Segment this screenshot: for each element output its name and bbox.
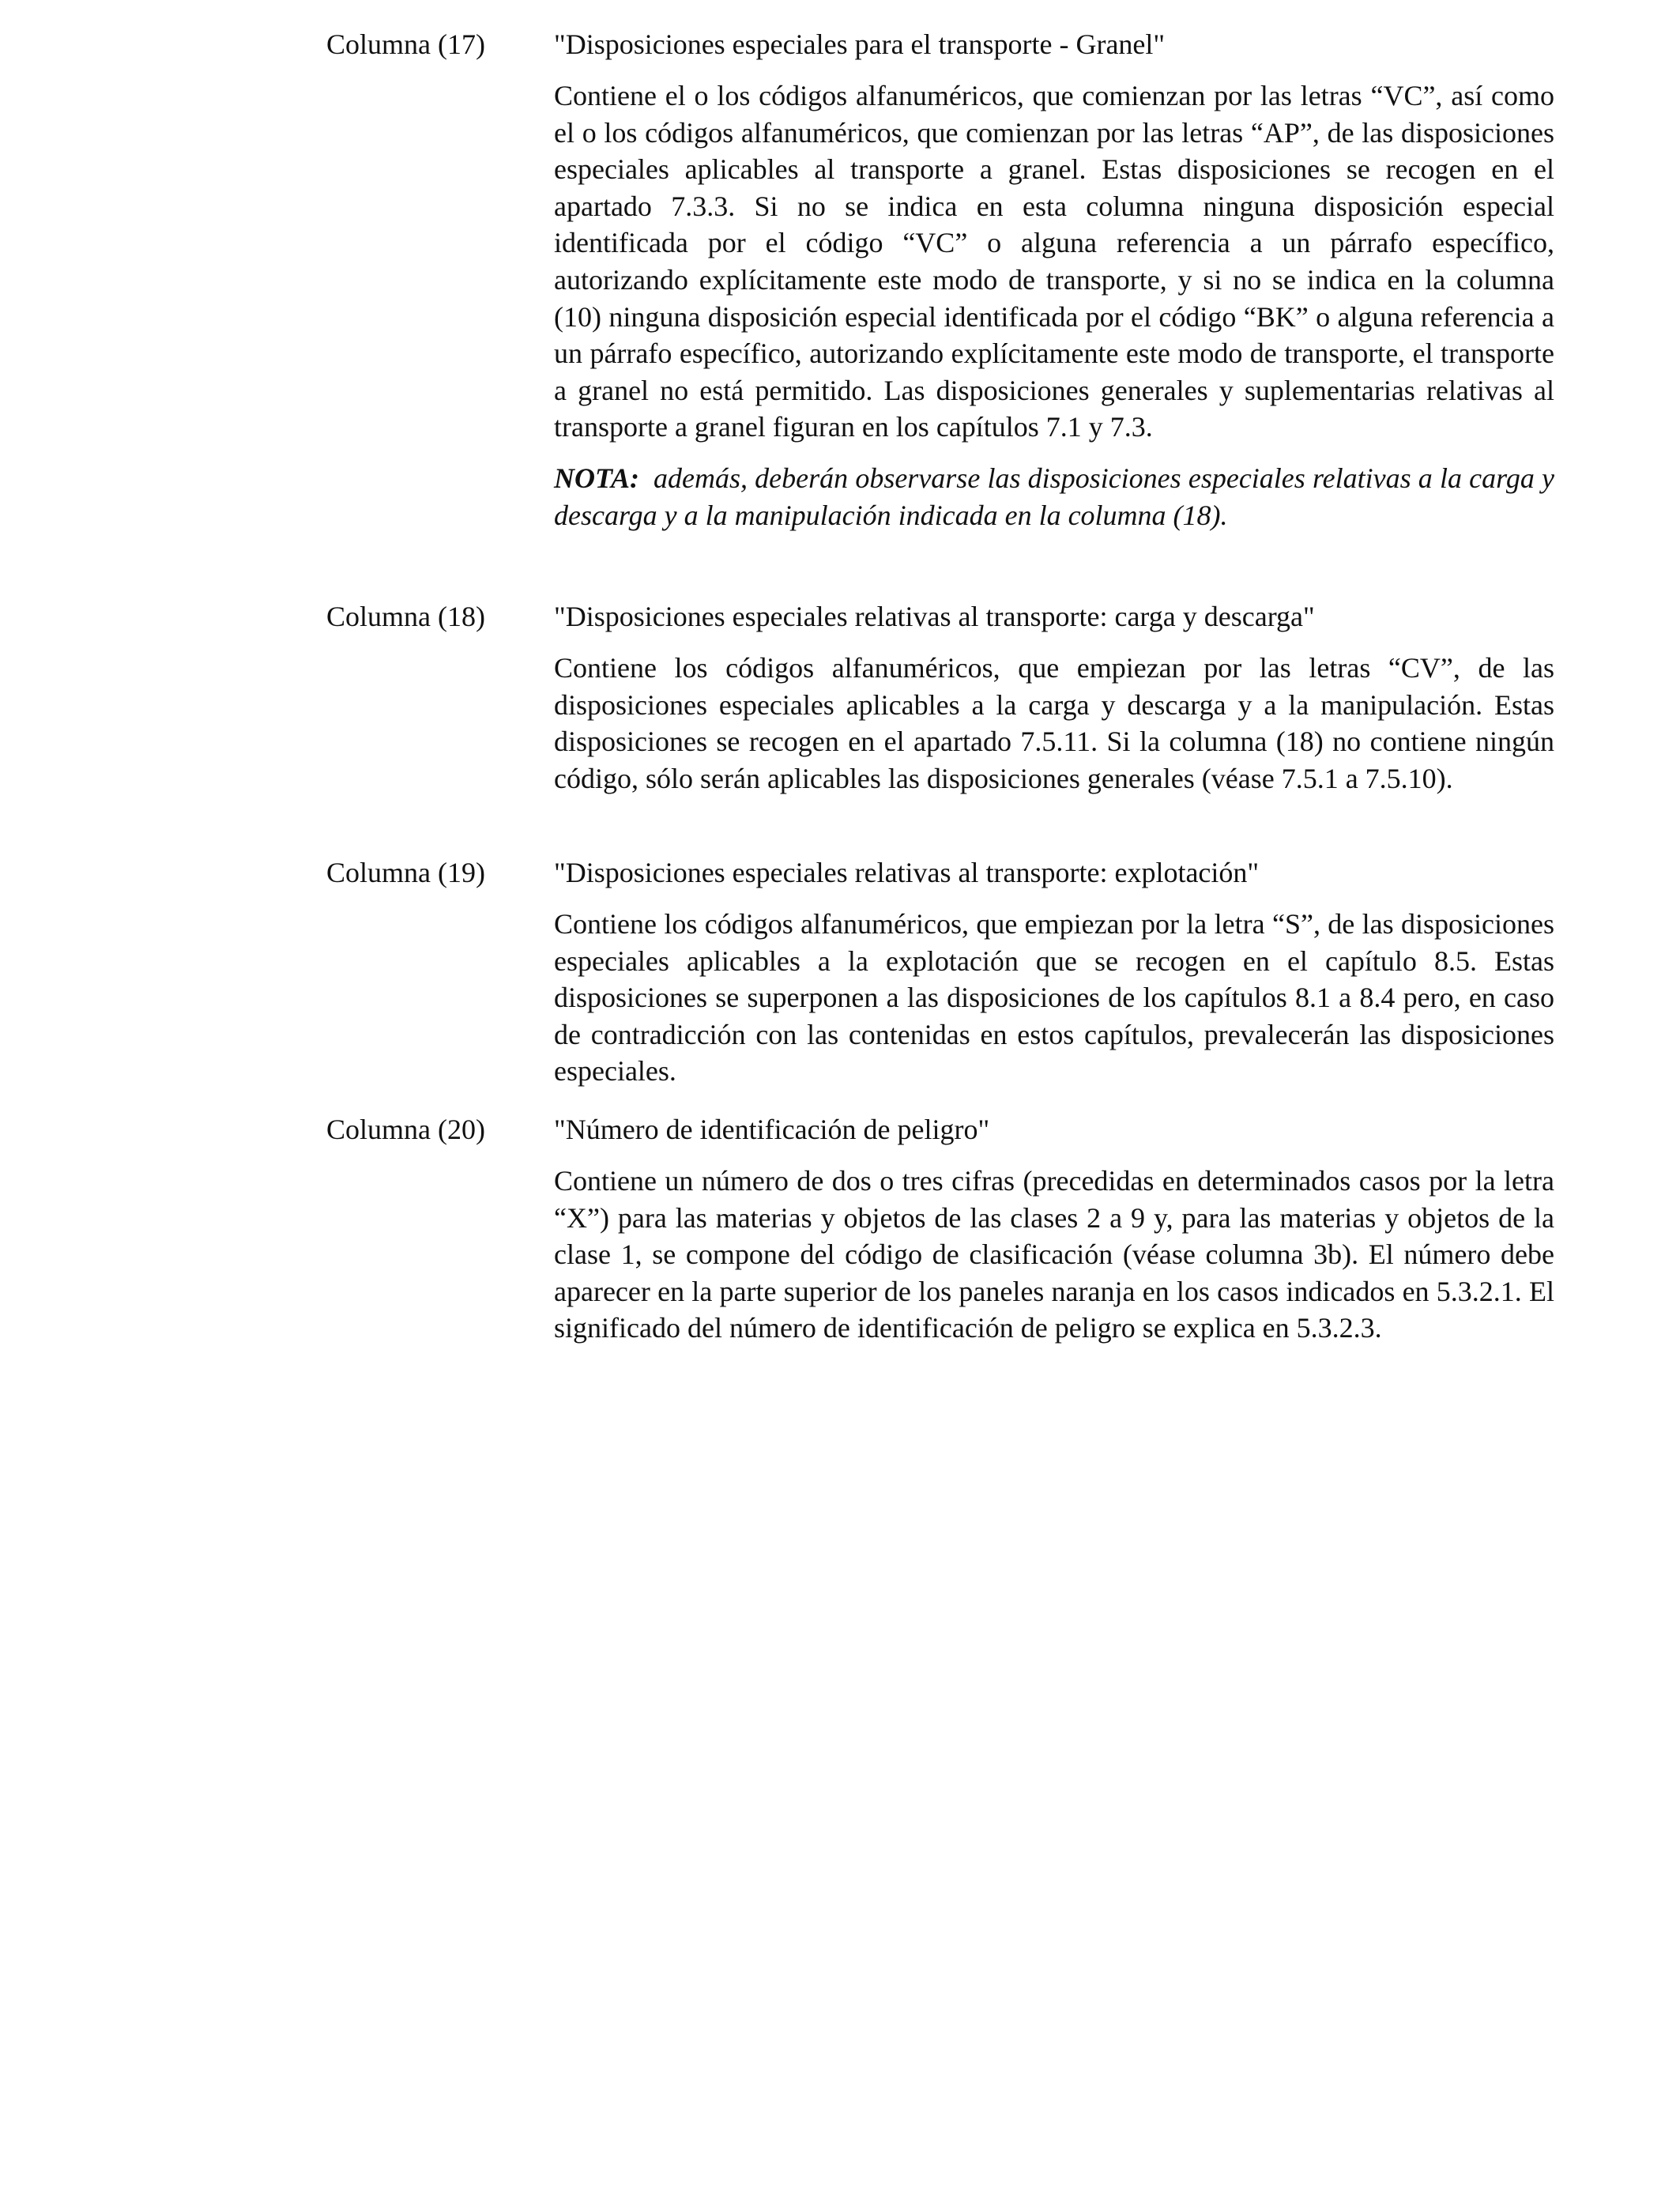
note-label: NOTA: (554, 462, 639, 494)
column-description: Contiene un número de dos o tres cifras (precedidas en determinados casos por la letra “X”) para las materias y objetos de las clases 2 a 9 y, para las materias y objetos de la clase 1, se compone del código de clasificación (véase columna 3b). El número debe aparecer en la parte superior de los paneles naranja en los casos indicados en 5.3.2.1. El significado del número de identificación de peligro se explica en 5.3.2.3. (554, 1165, 1554, 1344)
column-heading: "Número de identificación de peligro" (554, 1114, 990, 1145)
column-content (554, 1111, 1554, 1347)
column-content (554, 854, 1554, 1090)
column-label: Columna (17) (326, 28, 485, 60)
column-content (554, 26, 1554, 533)
column-heading: "Disposiciones especiales relativas al transporte: explotación" (554, 857, 1260, 888)
column-heading: "Disposiciones especiales para el transporte - Granel" (554, 28, 1166, 60)
column-description: Contiene el o los códigos alfanuméricos, que comienzan por las letras “VC”, así como el o los códigos alfanuméricos, que comienzan por las letras “AP”, de las disposiciones especiales aplicables al transporte a granel. Estas disposiciones se recogen en el apartado 7.3.3. Si no se indica en esta columna ninguna disposición especial identificada por el código “VC” o alguna referencia a un párrafo específico, autorizando explícitamente este modo de transporte, y si no se indica en la columna (10) ninguna disposición especial identificada por el código “BK” o alguna referencia a un párrafo específico, autorizando explícitamente este modo de transporte, el transporte a granel no está permitido. Las disposiciones generales y suplementarias relativas al transporte a granel figuran en los capítulos 7.1 y 7.3. (554, 80, 1554, 443)
note-text: además, deberán observarse las disposiciones especiales relativas a la carga y descarga y a la manipulación indicada en la columna (18). (554, 462, 1554, 531)
column-content (554, 598, 1554, 797)
column-heading: "Disposiciones especiales relativas al transporte: carga y descarga" (554, 601, 1315, 632)
column-label: Columna (20) (326, 1114, 485, 1145)
column-description: Contiene los códigos alfanuméricos, que empiezan por las letras “CV”, de las disposiciones especiales aplicables a la carga y descarga y a la manipulación. Estas disposiciones se recogen en el apartado 7.5.11. Si la columna (18) no contiene ningún código, sólo serán aplicables las disposiciones generales (véase 7.5.1 a 7.5.10). (554, 652, 1554, 794)
column-note (554, 460, 1554, 533)
column-label: Columna (19) (326, 857, 485, 888)
column-description: Contiene los códigos alfanuméricos, que empiezan por la letra “S”, de las disposiciones especiales aplicables a la explotación que se recogen en el capítulo 8.5. Estas disposiciones se superponen a las disposiciones de los capítulos 8.1 a 8.4 pero, en caso de contradicción con las contenidas en estos capítulos, prevalecerán las disposiciones especiales. (554, 908, 1554, 1088)
column-label: Columna (18) (326, 601, 485, 632)
